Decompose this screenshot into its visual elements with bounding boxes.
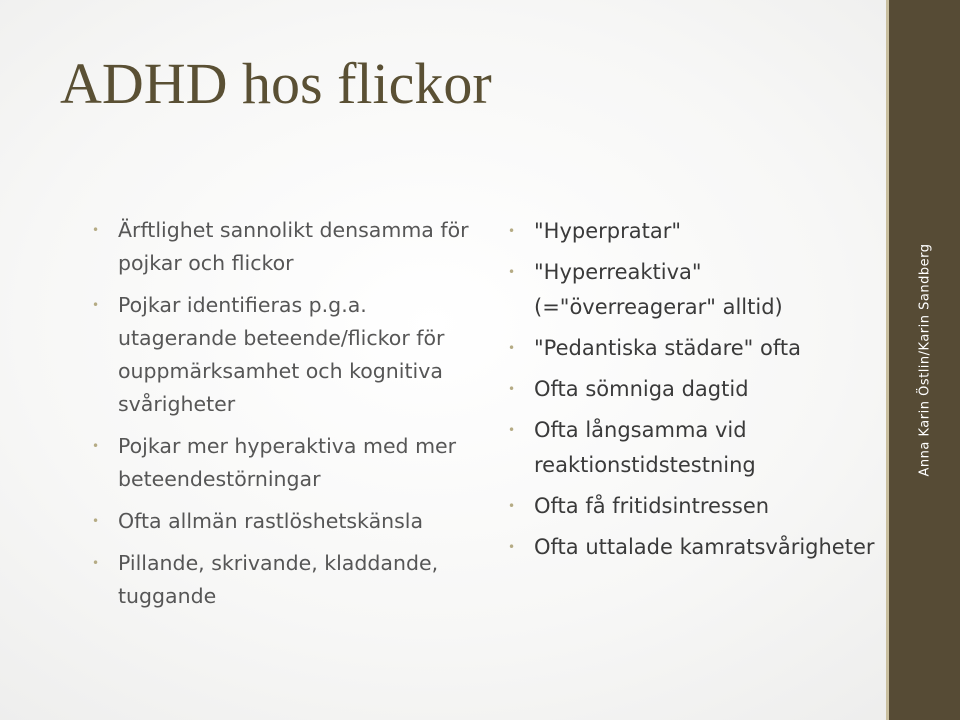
list-item bbox=[508, 530, 878, 565]
list-item bbox=[508, 331, 878, 366]
side-author-text: Anna Karin Östlin/Karin Sandberg bbox=[917, 243, 932, 477]
bullet-text: Pojkar mer hyperaktiva med mer beteendestörningar bbox=[118, 434, 457, 491]
bullet-text: Pillande, skrivande, kladdande, tuggande bbox=[118, 551, 439, 608]
bullet-icon: • bbox=[92, 223, 100, 237]
left-bullet-list bbox=[92, 214, 482, 622]
list-item bbox=[92, 289, 482, 421]
bullet-text: Pojkar identifieras p.g.a. utagerande beteende/flickor för ouppmärksamhet och kognitiva svårigheter bbox=[118, 293, 445, 416]
bullet-icon: • bbox=[508, 382, 516, 396]
list-item bbox=[508, 413, 878, 483]
list-item bbox=[92, 430, 482, 496]
bullet-text: Ofta få fritidsintressen bbox=[534, 494, 770, 518]
side-band bbox=[886, 0, 960, 720]
bullet-text: "Pedantiska städare" ofta bbox=[534, 336, 801, 360]
bullet-icon: • bbox=[92, 439, 100, 453]
bullet-icon: • bbox=[92, 514, 100, 528]
bullet-icon: • bbox=[508, 224, 516, 238]
list-item bbox=[508, 489, 878, 524]
slide-title: ADHD hos flickor bbox=[60, 51, 492, 116]
bullet-text: Ofta allmän rastlöshetskänsla bbox=[118, 509, 424, 533]
bullet-icon: • bbox=[92, 298, 100, 312]
bullet-text: "Hyperpratar" bbox=[534, 219, 681, 243]
bullet-text: Ofta uttalade kamratsvårigheter bbox=[534, 535, 875, 559]
list-item bbox=[92, 214, 482, 280]
bullet-text: Ofta sömniga dagtid bbox=[534, 377, 749, 401]
list-item bbox=[508, 372, 878, 407]
list-item bbox=[92, 547, 482, 613]
bullet-icon: • bbox=[508, 499, 516, 513]
bullet-icon: • bbox=[508, 423, 516, 437]
bullet-text: "Hyperreaktiva" (="överreagerar" alltid) bbox=[534, 260, 783, 319]
bullet-icon: • bbox=[508, 540, 516, 554]
bullet-icon: • bbox=[92, 556, 100, 570]
list-item bbox=[92, 505, 482, 538]
bullet-text: Ofta långsamma vid reaktionstidstestning bbox=[534, 418, 756, 477]
list-item bbox=[508, 214, 878, 249]
list-item bbox=[508, 255, 878, 325]
bullet-text: Ärftlighet sannolikt densamma för pojkar och flickor bbox=[118, 218, 469, 275]
bullet-icon: • bbox=[508, 341, 516, 355]
bullet-icon: • bbox=[508, 265, 516, 279]
right-bullet-list bbox=[508, 214, 878, 571]
